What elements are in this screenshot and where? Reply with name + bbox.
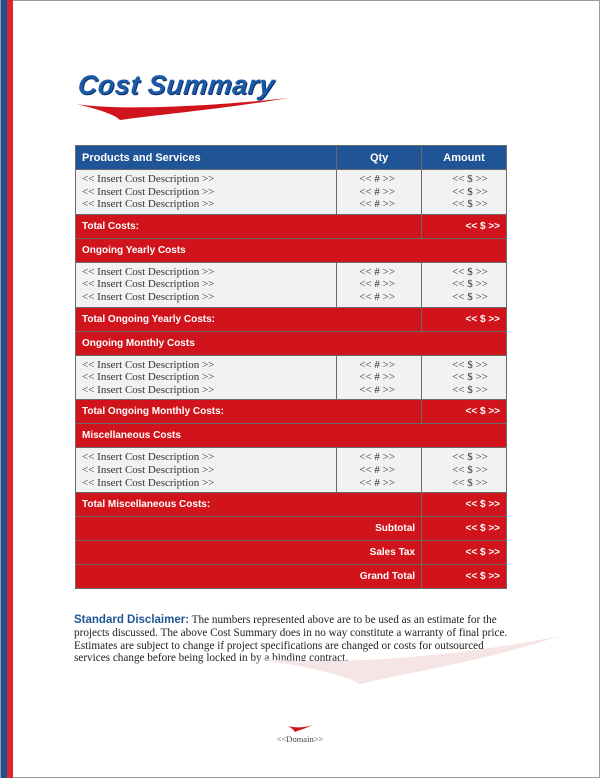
section-total-row [76,400,507,424]
table-header-row [76,146,507,170]
items-row [76,170,507,215]
cost-amount: << $ >> [452,198,488,211]
cost-qty: << # >> [359,358,396,371]
cost-amount: << $ >> [452,371,488,384]
summary-amount: << $ >> [422,565,507,589]
cost-qty: << # >> [359,451,396,464]
cost-qty: << # >> [359,173,396,185]
cost-amount: << $ >> [452,278,488,291]
section-total-row [76,214,507,238]
section-total-amount: << $ >> [422,214,507,238]
section-total-label: Total Ongoing Yearly Costs: [76,307,422,331]
logo-swoosh-icon [74,96,294,122]
section-heading-row [76,424,507,448]
section-total-amount: << $ >> [422,400,507,424]
items-row [76,355,507,400]
cost-qty: << # >> [359,476,396,489]
summary-label: Subtotal [76,517,422,541]
cost-amount: << $ >> [452,173,488,185]
summary-row [76,517,507,541]
qty-cell [337,355,422,400]
section-heading-row [76,331,507,355]
description-cell [76,448,337,493]
section-total-label: Total Ongoing Monthly Costs: [76,400,422,424]
cost-qty: << # >> [359,185,396,198]
footer-domain: <<Domain>> [276,734,324,744]
section-total-amount: << $ >> [422,307,507,331]
cost-amount: << $ >> [452,290,488,303]
description-cell [76,355,337,400]
description-cell [76,262,337,307]
column-header-amount: Amount [422,146,507,170]
cost-qty: << # >> [359,290,396,303]
cost-qty: << # >> [359,278,396,291]
summary-label: Grand Total [76,565,422,589]
items-row [76,448,507,493]
disclaimer-lead: Standard Disclaimer: [74,614,190,626]
section-heading: Ongoing Yearly Costs [76,238,507,262]
cost-description: << Insert Cost Description >> [82,278,215,291]
cost-description: << Insert Cost Description >> [82,476,215,489]
cost-description: << Insert Cost Description >> [82,185,215,198]
column-header-qty: Qty [337,146,422,170]
cost-summary-logo [74,68,294,124]
cost-qty: << # >> [359,265,396,278]
section-total-label: Total Miscellaneous Costs: [76,493,422,517]
section-total-label: Total Costs: [76,214,422,238]
cost-amount: << $ >> [452,185,488,198]
cost-qty: << # >> [359,371,396,384]
qty-cell [337,448,422,493]
cost-description: << Insert Cost Description >> [82,383,215,396]
left-red-stripe [7,0,13,778]
section-total-row [76,493,507,517]
amount-cell [422,355,507,400]
footer-swoosh-icon [287,724,313,732]
summary-row [76,541,507,565]
column-header-products: Products and Services [76,146,337,170]
cost-amount: << $ >> [452,463,488,476]
cost-description: << Insert Cost Description >> [82,173,215,185]
section-heading-row [76,238,507,262]
qty-cell [337,262,422,307]
section-heading: Ongoing Monthly Costs [76,331,507,355]
cost-description: << Insert Cost Description >> [82,265,215,278]
summary-amount: << $ >> [422,541,507,565]
cost-amount: << $ >> [452,383,488,396]
page-title: Cost Summary [76,70,277,100]
summary-amount: << $ >> [422,517,507,541]
amount-cell [422,448,507,493]
cost-qty: << # >> [359,463,396,476]
cost-description: << Insert Cost Description >> [82,371,215,384]
section-heading: Miscellaneous Costs [76,424,507,448]
cost-description: << Insert Cost Description >> [82,198,215,211]
section-total-amount: << $ >> [422,493,507,517]
page-footer [0,724,600,744]
cost-qty: << # >> [359,198,396,211]
summary-row [76,565,507,589]
description-cell [76,170,337,215]
items-row [76,262,507,307]
disclaimer-body: The numbers represented above are to be used as an estimate for the projects discussed. The above Cost Summary does in no way constitute a warranty of final price. Estimates are subject to change if project specifications are changed or costs for outsourced services change before being locked in by a binding contract. [74,614,508,665]
cost-amount: << $ >> [452,265,488,278]
cost-amount: << $ >> [452,476,488,489]
cost-description: << Insert Cost Description >> [82,451,215,464]
cost-description: << Insert Cost Description >> [82,463,215,476]
cost-description: << Insert Cost Description >> [82,290,215,303]
amount-cell [422,262,507,307]
summary-label: Sales Tax [76,541,422,565]
faint-swoosh-watermark [250,628,570,688]
amount-cell [422,170,507,215]
section-total-row [76,307,507,331]
cost-description: << Insert Cost Description >> [82,358,215,371]
cost-amount: << $ >> [452,451,488,464]
qty-cell [337,170,422,215]
cost-amount: << $ >> [452,358,488,371]
cost-summary-table [75,145,507,589]
cost-qty: << # >> [359,383,396,396]
